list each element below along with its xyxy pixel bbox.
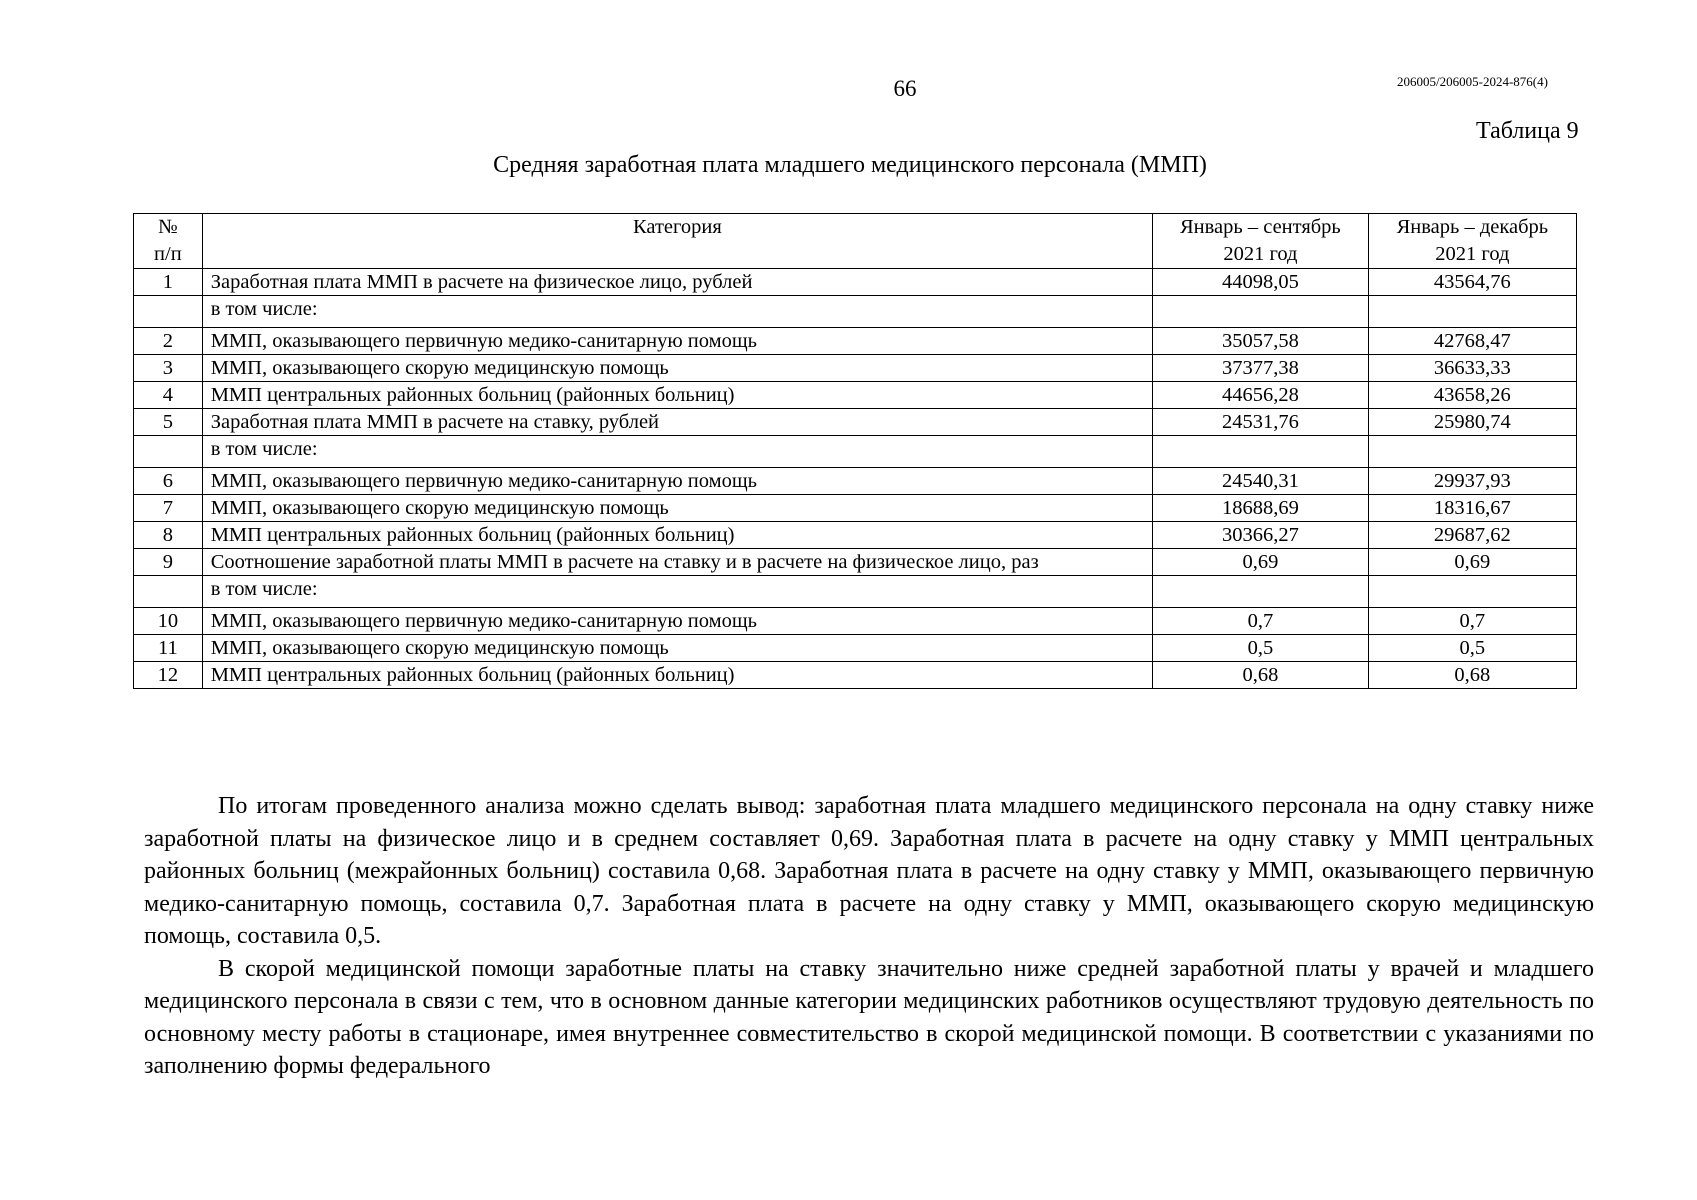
table-row [134, 355, 1577, 382]
row-value-jan-dec: 29937,93 [1368, 468, 1576, 495]
table-row [134, 382, 1577, 409]
row-value-jan-sep [1153, 576, 1369, 608]
row-category: Заработная плата ММП в расчете на ставку, рублей [202, 409, 1152, 436]
row-number: 9 [134, 549, 203, 576]
paragraph: По итогам проведенного анализа можно сделать вывод: заработная плата младшего медицинского персонала на одну ставку ниже заработной платы на физическое лицо и в среднем составляет 0,69. Заработная плата в расчете на одну ставку у ММП центральных районных больниц (межрайонных больниц) составила 0,68. Заработная плата в расчете на одну ставку у ММП, оказывающего первичную медико-санитарную помощь, составила 0,7. Заработная плата в расчете на одну ставку у ММП, оказывающего скорую медицинскую помощь, составила 0,5. [144, 793, 1594, 949]
row-number: 11 [134, 635, 203, 662]
page-number: 66 [893, 76, 917, 101]
row-number: 1 [134, 269, 203, 296]
table-row [134, 662, 1577, 689]
row-category: ММП центральных районных больниц (районных больниц) [202, 662, 1152, 689]
row-value-jan-sep: 44656,28 [1153, 382, 1369, 409]
header-jan-dec [1368, 214, 1576, 269]
row-value-jan-dec: 43564,76 [1368, 269, 1576, 296]
row-category: ММП, оказывающего скорую медицинскую помощь [202, 495, 1152, 522]
row-value-jan-sep: 0,7 [1153, 608, 1369, 635]
row-category: Заработная плата ММП в расчете на физическое лицо, рублей [202, 269, 1152, 296]
row-value-jan-dec: 42768,47 [1368, 328, 1576, 355]
row-category: в том числе: [202, 436, 1152, 468]
header-jan-sep-line2: 2021 год [1223, 243, 1298, 265]
row-value-jan-dec: 36633,33 [1368, 355, 1576, 382]
document-id: 206005/206005-2024-876(4) [1397, 74, 1548, 89]
row-category: в том числе: [202, 576, 1152, 608]
row-value-jan-sep: 0,68 [1153, 662, 1369, 689]
row-number: 7 [134, 495, 203, 522]
row-category: ММП, оказывающего скорую медицинскую помощь [202, 355, 1152, 382]
row-number: 6 [134, 468, 203, 495]
row-category: ММП, оказывающего первичную медико-санитарную помощь [202, 468, 1152, 495]
header-jan-sep-line1: Январь – сентябрь [1179, 216, 1341, 238]
row-value-jan-sep: 24531,76 [1153, 409, 1369, 436]
table-row [134, 635, 1577, 662]
table-row [134, 409, 1577, 436]
row-number [134, 296, 203, 328]
table-row [134, 436, 1577, 468]
table-row [134, 269, 1577, 296]
row-number: 2 [134, 328, 203, 355]
salary-table [133, 213, 1577, 689]
row-category: ММП, оказывающего первичную медико-санитарную помощь [202, 328, 1152, 355]
row-value-jan-dec: 29687,62 [1368, 522, 1576, 549]
row-value-jan-dec: 0,7 [1368, 608, 1576, 635]
row-number: 8 [134, 522, 203, 549]
row-value-jan-dec: 18316,67 [1368, 495, 1576, 522]
row-value-jan-sep: 35057,58 [1153, 328, 1369, 355]
row-value-jan-sep: 24540,31 [1153, 468, 1369, 495]
row-category: ММП центральных районных больниц (районных больниц) [202, 522, 1152, 549]
header-jan-dec-line2: 2021 год [1435, 243, 1510, 265]
row-category: в том числе: [202, 296, 1152, 328]
row-number: 5 [134, 409, 203, 436]
header-number [134, 214, 203, 269]
body-text [144, 790, 1594, 1083]
table-row [134, 522, 1577, 549]
header-jan-dec-line1: Январь – декабрь [1396, 216, 1549, 238]
row-value-jan-dec: 0,5 [1368, 635, 1576, 662]
header-number-line2: п/п [154, 243, 182, 265]
row-value-jan-dec [1368, 296, 1576, 328]
row-category: ММП, оказывающего скорую медицинскую помощь [202, 635, 1152, 662]
row-value-jan-sep: 30366,27 [1153, 522, 1369, 549]
row-value-jan-sep: 37377,38 [1153, 355, 1369, 382]
row-value-jan-dec [1368, 436, 1576, 468]
row-value-jan-sep: 18688,69 [1153, 495, 1369, 522]
row-value-jan-dec: 43658,26 [1368, 382, 1576, 409]
table-title: Средняя заработная плата младшего медицинского персонала (ММП) [493, 152, 1207, 178]
table-row [134, 495, 1577, 522]
table-label: Таблица 9 [1476, 118, 1579, 144]
row-value-jan-sep: 0,5 [1153, 635, 1369, 662]
row-number: 3 [134, 355, 203, 382]
paragraph: В скорой медицинской помощи заработные платы на ставку значительно ниже средней заработной платы у врачей и младшего медицинского персонала в связи с тем, что в основном данные категории медицинских работников осуществляют трудовую деятельность по основному месту работы в стационаре, имея внутреннее совместительство в скорой медицинской помощи. В соответствии с указаниями по заполнению формы федерального [144, 955, 1594, 1079]
table-row [134, 576, 1577, 608]
row-number [134, 436, 203, 468]
row-value-jan-dec: 0,69 [1368, 549, 1576, 576]
row-number: 10 [134, 608, 203, 635]
row-category: ММП, оказывающего первичную медико-санитарную помощь [202, 608, 1152, 635]
row-value-jan-sep [1153, 436, 1369, 468]
header-jan-sep [1153, 214, 1369, 269]
row-value-jan-dec [1368, 576, 1576, 608]
table-row [134, 468, 1577, 495]
table-row [134, 296, 1577, 328]
header-number-line1: № [158, 216, 178, 238]
row-value-jan-dec: 25980,74 [1368, 409, 1576, 436]
table-header-row [134, 214, 1577, 269]
row-number [134, 576, 203, 608]
table-row [134, 608, 1577, 635]
row-value-jan-dec: 0,68 [1368, 662, 1576, 689]
row-value-jan-sep: 0,69 [1153, 549, 1369, 576]
row-category: Соотношение заработной платы ММП в расчете на ставку и в расчете на физическое лицо, раз [202, 549, 1152, 576]
header-category: Категория [202, 214, 1152, 269]
table-body [134, 269, 1577, 689]
table-row [134, 328, 1577, 355]
table-row [134, 549, 1577, 576]
row-value-jan-sep [1153, 296, 1369, 328]
row-value-jan-sep: 44098,05 [1153, 269, 1369, 296]
row-number: 12 [134, 662, 203, 689]
row-category: ММП центральных районных больниц (районных больниц) [202, 382, 1152, 409]
row-number: 4 [134, 382, 203, 409]
